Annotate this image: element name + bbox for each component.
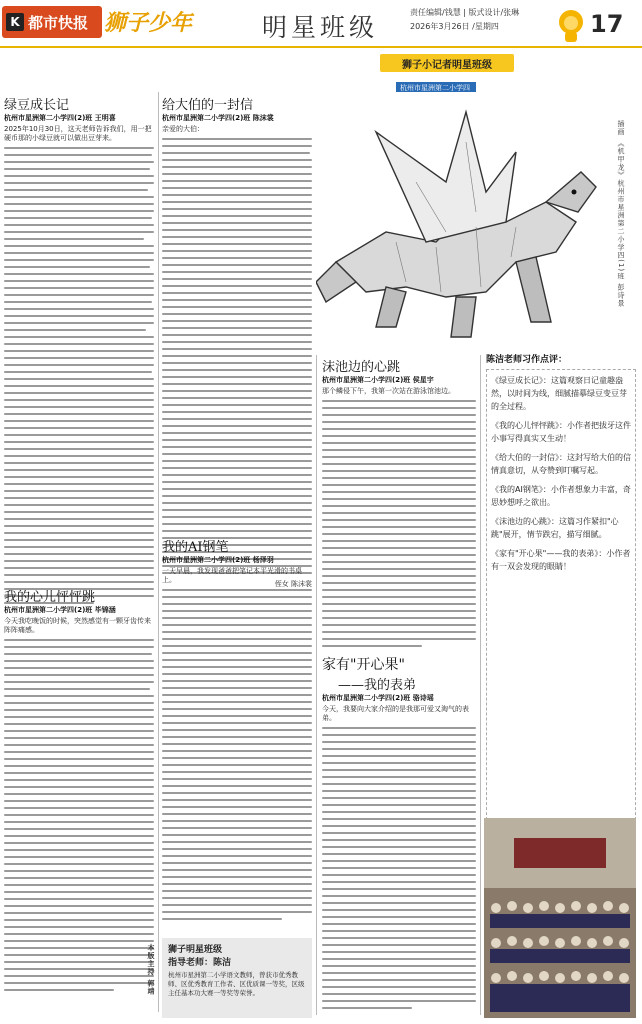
article-body xyxy=(322,727,476,1009)
tutor-comment: 《家有"开心果"——我的表弟》：小作者有一双会发现的眼睛！ xyxy=(491,549,631,571)
article-title: 沫池边的心跳 xyxy=(322,360,401,375)
article-lead: 那个鳞侵下午，我第一次站在游泳馆池边。 xyxy=(322,387,455,395)
teacher-box-text: 杭州市星洲第二小学语文教师，曾获市优秀教师、区优秀教育工作者、区优质课一等奖，区级主任基本功大赛一等奖等荣誉。 xyxy=(168,971,305,997)
tutor-comment-box xyxy=(486,369,636,835)
tutor-comment: 《沫池边的心跳》：这篇习作紧扣"心跳"展开，情节跌宕，描写细腻。 xyxy=(491,517,619,539)
class-banner: 狮子小记者明星班级 xyxy=(380,54,514,72)
brand-title: 狮子少年 xyxy=(104,10,193,36)
article-lead: 2025年10月30日，这天老师告诉我们，用一把硬币那的小绿豆就可以做出豆芽来。 xyxy=(4,125,152,142)
class-photo xyxy=(484,818,636,1018)
newspaper-logo xyxy=(2,6,102,38)
section-title: 明星班级 xyxy=(262,13,379,42)
tutor-comments xyxy=(486,352,636,835)
tutor-comment: 《给大伯的一封信》：这封写给大伯的信情真意切，从夸赞到叮嘱写起。 xyxy=(491,453,631,475)
article-ai-pen xyxy=(162,536,312,925)
logo-text: 都市快报 xyxy=(28,13,89,32)
teacher-box-title: 狮子明星班级 xyxy=(168,945,223,955)
article-body xyxy=(162,589,312,920)
article-title: 我的心儿怦怦跳 xyxy=(4,590,96,605)
teacher-info-box xyxy=(162,938,312,1018)
article-green-bean xyxy=(4,94,154,609)
article-title: 给大伯的一封信 xyxy=(162,98,254,113)
lion-mascot-icon xyxy=(556,8,586,44)
logo-k-icon: K xyxy=(6,13,24,31)
date-line: 2026年3月26日 /星期四 xyxy=(410,22,499,31)
article-body xyxy=(4,147,154,604)
article-byline: 杭州市星洲第二小学四(2)班 侯星宇 xyxy=(322,376,434,384)
mecha-dragon-illustration xyxy=(316,92,606,350)
article-body xyxy=(162,138,312,574)
article-heartbeat xyxy=(4,586,154,996)
article-happy-cousin xyxy=(322,654,476,1014)
article-lead: 今天我吃晚饭的时候，突然感觉有一颗牙齿传来阵阵痛感。 xyxy=(4,617,151,634)
article-byline: 杭州市星洲第二小学四(2)班 陈沫裳 xyxy=(162,114,274,122)
column-divider xyxy=(316,355,317,1015)
page-header xyxy=(0,0,642,46)
editor-line: 责任编辑/钱慧 | 版式设计/张琳 xyxy=(410,8,520,17)
tutor-title: 陈洁老师习作点评： xyxy=(486,355,568,365)
article-byline: 杭州市星洲第二小学四(2)班 王明喜 xyxy=(4,114,116,122)
article-lead: 今天，我要向大家介绍的是我那可爱又淘气的表弟。 xyxy=(322,705,469,722)
article-title: 家有"开心果" xyxy=(322,657,405,673)
illustration-caption: 插画 《机甲龙》杭州市星洲第二小学四(1)班 彭诗景 xyxy=(617,120,625,308)
article-byline: 杭州市星洲第二小学四(2)班 毕锦涵 xyxy=(4,606,116,614)
article-letter xyxy=(162,94,312,589)
tutor-comment: 《绿豆成长记》：这篇观察日记童趣盎然，以时间为线，细腻描摹绿豆变豆芽的全过程。 xyxy=(491,376,627,411)
tutor-comment: 《我的心儿怦怦跳》：小作者把拔牙这件小事写得真实又生动！ xyxy=(491,421,631,443)
column-divider xyxy=(480,355,481,1015)
page-meta xyxy=(410,6,519,34)
teacher-box-subtitle: 指导老师：陈洁 xyxy=(168,958,232,968)
tutor-comment: 《我的AI钢笔》：小作者想象力丰富，奇思妙想呼之欲出。 xyxy=(491,485,631,507)
header-rule xyxy=(0,46,642,48)
article-byline: 杭州市星洲第二小学四(2)班 骆诗瑶 xyxy=(322,694,434,702)
letter-signature: 侄女 陈沫裳 xyxy=(274,580,312,588)
article-title: 我的AI钢笔 xyxy=(162,540,229,555)
article-lead: 亲爱的大伯： xyxy=(162,125,204,133)
article-lead: 一天早晨，我发现爸爸把笔记本平光滑的书桌上。 xyxy=(162,567,302,584)
article-body xyxy=(322,400,476,647)
article-subtitle: ——我的表弟 xyxy=(338,678,417,693)
article-pool xyxy=(322,356,476,652)
article-title: 绿豆成长记 xyxy=(4,98,70,113)
editor-credit: 本版主持 郭靖 xyxy=(147,944,155,996)
class-tag: 杭州市星洲第二小学四 xyxy=(396,82,476,104)
article-byline: 杭州市星洲第二小学四(2)班 杨泽羽 xyxy=(162,556,274,564)
column-divider xyxy=(158,92,159,1012)
article-body xyxy=(4,639,154,991)
page-number: 17 xyxy=(590,10,624,38)
